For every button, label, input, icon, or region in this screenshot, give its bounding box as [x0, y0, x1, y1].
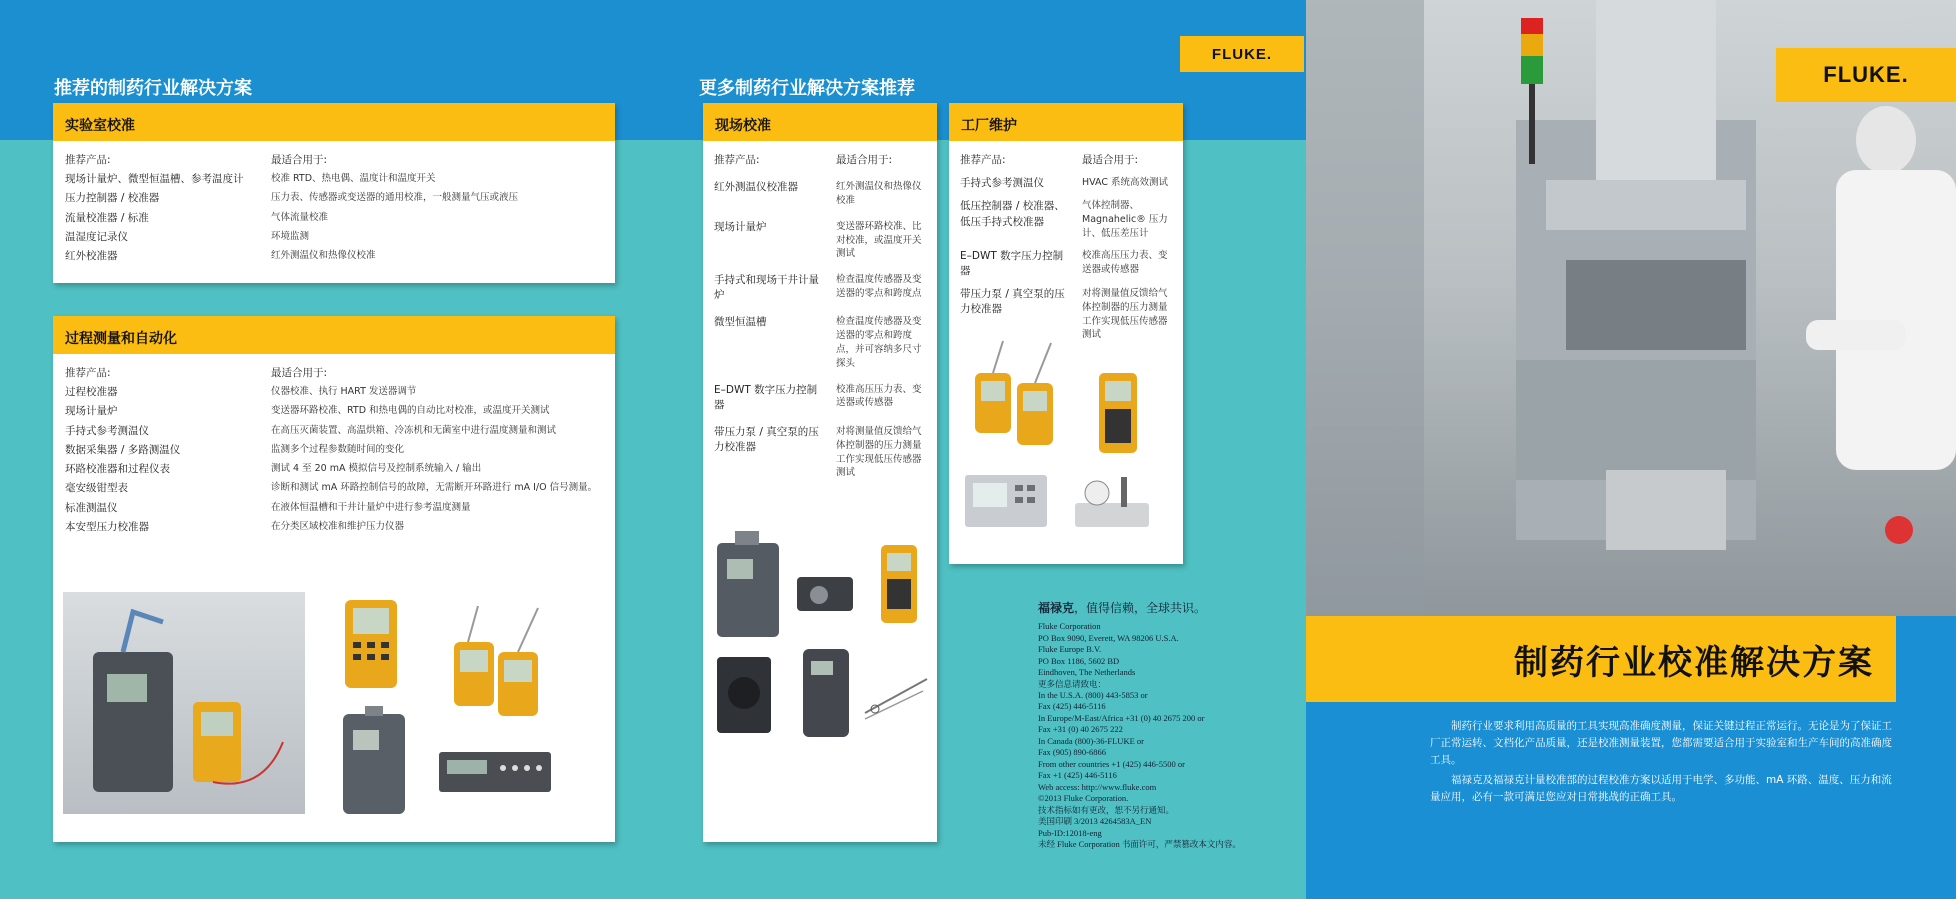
low-pressure-calibrator-image [1097, 371, 1139, 455]
contact-line: Fax (425) 446-5116 [1038, 701, 1106, 712]
product-name: 压力控制器 / 校准器 [65, 192, 160, 205]
contact-line: Web access: http://www.fluke.com [1038, 781, 1157, 792]
contact-tagline [1038, 600, 1288, 616]
cover-title: 制药行业校准解决方案 [1306, 616, 1896, 702]
product-name: 低压控制器 / 校准器、低压手持式校准器 [960, 200, 1065, 228]
contact-line: From other countries +1 (425) 446-5500 or [1038, 758, 1185, 769]
fluke-logo-cover: FLUKE. [1776, 48, 1956, 102]
contact-line: Fax +31 (0) 40 2675 222 [1038, 724, 1123, 735]
contact-line: Pub-ID:12018-eng [1038, 827, 1102, 838]
product-name: 红外测温仪校准器 [714, 181, 798, 194]
product-name: 流量校准器 / 标准 [65, 211, 149, 224]
product-name: 手持式参考测温仪 [960, 177, 1044, 190]
product-use: 测试 4 至 20 mA 模拟信号及控制系统输入 / 输出 [271, 463, 482, 475]
product-use: 红外测温仪和热像仪校准 [271, 250, 376, 262]
product-use: 红外测温仪和热像仪校准 [836, 181, 922, 206]
reference-thermometer-image [448, 606, 548, 716]
lab-card-title: 实验室校准 [53, 103, 615, 141]
product-name: 标准测温仪 [65, 501, 118, 514]
product-name: E–DWT 数字压力控制器 [714, 383, 818, 411]
process-card-title: 过程测量和自动化 [53, 316, 615, 354]
product-use: 在液体恒温槽和干井计量炉中进行参考温度测量 [271, 501, 471, 513]
product-use: 压力表、传感器或变送器的通用校准，一般测量气压或液压 [271, 192, 519, 204]
process-col-use: 最适合用于: [271, 367, 328, 379]
plant-product-table [960, 153, 1172, 342]
contact-line: 美国印刷 3/2013 4264583A_EN [1038, 816, 1152, 827]
contact-line: In Europe/M-East/Africa +31 (0) 40 2675 200 or [1038, 712, 1205, 723]
contact-line: 技术指标如有更改，恕不另行通知。 [1038, 804, 1175, 815]
product-use: 环境监测 [271, 230, 310, 242]
probe-image [863, 673, 929, 723]
contact-line: PO Box 9090, Everett, WA 98206 U.S.A. [1038, 632, 1179, 643]
product-name: 手持式和现场干井计量炉 [714, 274, 819, 302]
handheld-thermometer-image [973, 339, 1057, 449]
product-use: 校准 RTD、热电偶、温度计和温度开关 [271, 173, 436, 185]
contact-line: In Canada (800)-36-FLUKE or [1038, 735, 1144, 746]
contact-line: 未经 Fluke Corporation 书面许可，严禁篡改本文内容。 [1038, 839, 1241, 850]
contact-line: Fax (905) 890-6866 [1038, 747, 1106, 758]
product-name: 带压力泵 / 真空泵的压力校准器 [714, 425, 819, 454]
plant-maintenance-card [949, 103, 1183, 564]
product-name: 红外校准器 [65, 250, 118, 263]
fluke-logo-small: FLUKE. [1180, 36, 1304, 72]
cover-intro [1430, 718, 1892, 810]
product-use: 气体流量校准 [271, 211, 329, 223]
contact-lines [1038, 621, 1288, 850]
product-use: 气体控制器、Magnahelic® 压力计、低压差压计 [1082, 200, 1168, 239]
contact-line: Fax +1 (425) 446-5116 [1038, 770, 1117, 781]
product-use: 检查温度传感器及变送器的零点和跨度点，并可容纳多尺寸探头 [836, 316, 922, 369]
data-acquisition-unit-image [437, 746, 553, 796]
product-use: HVAC 系统高效测试 [1082, 177, 1169, 189]
handheld-dry-well-image [799, 639, 853, 739]
intro-paragraph: 制药行业要求利用高质量的工具实现高准确度测量，保证关键过程正常运行。无论是为了保证工厂正常运转、文档化产品质量，还是校准测量装置，您都需要适合用于实验室和生产车间的高准确度工具。 [1430, 720, 1892, 766]
product-name: 现场计量炉、微型恒温槽、参考温度计 [65, 173, 244, 186]
product-name: 微型恒温槽 [714, 316, 767, 329]
product-name: 现场计量炉 [714, 220, 767, 233]
process-col-product: 推荐产品: [65, 367, 111, 379]
contact-line: Eindhoven, The Netherlands [1038, 667, 1136, 678]
contact-line: 更多信息请致电： [1038, 678, 1107, 689]
pressure-pump-image [1069, 469, 1155, 531]
product-name: 带压力泵 / 真空泵的压力校准器 [960, 288, 1065, 316]
contact-line: Fluke Europe B.V. [1038, 644, 1102, 655]
product-name: 温湿度记录仪 [65, 230, 128, 243]
contact-line: Fluke Corporation [1038, 621, 1101, 632]
field-metrology-well-image [341, 706, 407, 816]
tagline-text: ，值得信赖，全球共识。 [1074, 601, 1207, 615]
field-calibration-card [703, 103, 937, 842]
lab-col-use: 最适合用于: [271, 154, 328, 166]
product-use: 监测多个过程参数随时间的变化 [271, 443, 405, 455]
product-name: 本安型压力校准器 [65, 520, 149, 533]
contact-line: In the U.S.A. (800) 443-5853 or [1038, 690, 1148, 700]
plant-col-use: 最适合用于: [1082, 154, 1139, 166]
product-name: 环路校准器和过程仪表 [65, 463, 170, 476]
process-automation-card [53, 316, 615, 842]
calibration-setup-photo [63, 592, 305, 814]
micro-bath-image [713, 529, 783, 639]
product-use: 仪器校准、执行 HART 发送器调节 [271, 386, 417, 398]
product-name: 过程校准器 [65, 386, 118, 399]
field-col-use: 最适合用于: [836, 154, 893, 166]
middle-section-heading: 更多制药行业解决方案推荐 [699, 78, 915, 99]
field-card-title: 现场校准 [703, 103, 937, 141]
process-product-table [65, 366, 603, 535]
contact-block [1038, 600, 1288, 851]
product-use: 在高压灭菌装置、高温烘箱、冷冻机和无菌室中进行温度测量和测试 [271, 424, 557, 436]
product-use: 变送器环路校准、RTD 和热电偶的自动比对校准，或温度开关测试 [271, 405, 550, 417]
product-use: 对将测量值反馈给气体控制器的压力测量工作实现低压传感器测试 [1082, 288, 1168, 341]
product-name: 数据采集器 / 多路测温仪 [65, 443, 181, 456]
product-use: 诊断和测试 mA 环路控制信号的故障，无需断开环路进行 mA I/O 信号测量。 [271, 482, 598, 494]
product-use: 检查温度传感器及变送器的零点和跨度点 [836, 274, 922, 299]
field-col-product: 推荐产品: [714, 154, 760, 166]
product-use: 在分类区域校准和维护压力仪器 [271, 520, 405, 532]
ir-calibrator-image [795, 569, 855, 613]
contact-line: ©2013 Fluke Corporation. [1038, 793, 1129, 804]
product-name: 现场计量炉 [65, 405, 118, 418]
left-section-heading: 推荐的制药行业解决方案 [54, 78, 252, 99]
lab-col-product: 推荐产品: [65, 154, 111, 166]
field-product-table [714, 153, 926, 480]
plant-card-title: 工厂维护 [949, 103, 1183, 141]
product-use: 校准高压压力表、变送器或传感器 [1082, 249, 1168, 275]
dry-well-image [715, 655, 773, 735]
lab-calibration-card [53, 103, 615, 283]
product-name: 手持式参考测温仪 [65, 424, 149, 437]
product-name: E–DWT 数字压力控制器 [960, 249, 1064, 277]
contact-line: PO Box 1186, 5602 BD [1038, 655, 1120, 666]
intro-paragraph: 福禄克及福禄克计量校准部的过程校准方案以适用于电学、多功能、mA 环路、温度、压力和流量应用，必有一款可满足您应对日常挑战的正确工具。 [1430, 774, 1892, 804]
pressure-calibrator-image [879, 543, 919, 625]
plant-col-product: 推荐产品: [960, 154, 1006, 166]
product-name: 毫安级钳型表 [65, 482, 128, 495]
product-use: 变送器环路校准、比对校准，或温度开关测试 [836, 220, 922, 260]
process-calibrator-image [343, 598, 399, 690]
edwt-controller-image [963, 471, 1049, 529]
product-use: 对将测量值反馈给气体控制器的压力测量工作实现低压传感器测试 [836, 425, 922, 479]
product-use: 校准高压压力表、变送器或传感器 [836, 383, 922, 409]
lab-product-table [65, 153, 603, 264]
tagline-brand: 福禄克 [1038, 601, 1075, 615]
